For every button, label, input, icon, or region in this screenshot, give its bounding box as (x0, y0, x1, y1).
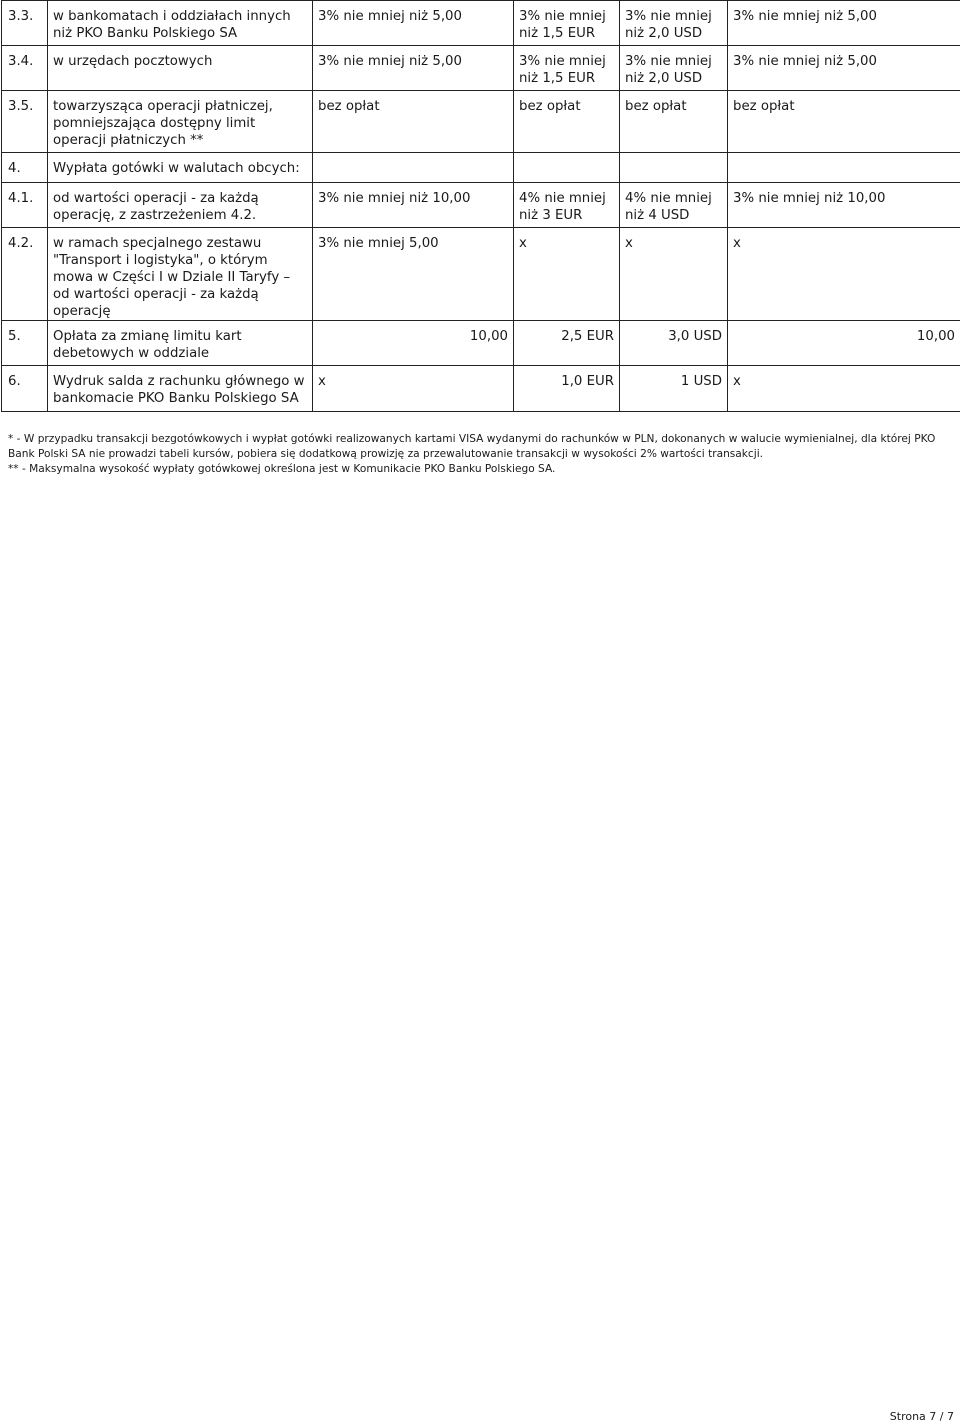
table-row (2, 228, 960, 321)
fee-usd: 1 USD (620, 366, 728, 412)
fee-usd: x (620, 228, 728, 321)
row-description: w bankomatach i oddziałach innych niż PKO Banku Polskiego SA (48, 1, 313, 46)
row-description: Wydruk salda z rachunku głównego w bankomacie PKO Banku Polskiego SA (48, 366, 313, 412)
fee-other: x (728, 228, 960, 321)
fee-other (728, 153, 960, 183)
fee-pln: 3% nie mniej 5,00 (313, 228, 514, 321)
row-description: towarzysząca operacji płatniczej, pomniejszająca dostępny limit operacji płatniczych ** (48, 91, 313, 153)
table-row (2, 153, 960, 183)
row-number: 6. (2, 366, 48, 412)
fee-eur: x (514, 228, 620, 321)
row-description: Opłata za zmianę limitu kart debetowych w oddziale (48, 321, 313, 366)
row-number: 4. (2, 153, 48, 183)
fee-eur: 4% nie mniej niż 3 EUR (514, 183, 620, 228)
table-row (2, 366, 960, 412)
fee-pln: 3% nie mniej niż 5,00 (313, 1, 514, 46)
row-number: 4.2. (2, 228, 48, 321)
fee-usd: 4% nie mniej niż 4 USD (620, 183, 728, 228)
row-number: 3.5. (2, 91, 48, 153)
fee-pln: 3% nie mniej niż 5,00 (313, 46, 514, 91)
fee-table (1, 0, 960, 412)
row-number: 4.1. (2, 183, 48, 228)
fee-eur: 1,0 EUR (514, 366, 620, 412)
fee-eur: 2,5 EUR (514, 321, 620, 366)
page-number: Strona 7 / 7 (889, 1410, 954, 1423)
fee-eur: 3% nie mniej niż 1,5 EUR (514, 46, 620, 91)
fee-usd: 3% nie mniej niż 2,0 USD (620, 46, 728, 91)
fee-other: 3% nie mniej niż 10,00 (728, 183, 960, 228)
footnotes (8, 432, 952, 477)
row-number: 3.4. (2, 46, 48, 91)
row-description: Wypłata gotówki w walutach obcych: (48, 153, 313, 183)
fee-other: 3% nie mniej niż 5,00 (728, 1, 960, 46)
fee-other: 10,00 (728, 321, 960, 366)
footnote-double-star: ** - Maksymalna wysokość wypłaty gotówkowej określona jest w Komunikacie PKO Banku Polskiego SA. (8, 463, 556, 475)
row-description: w ramach specjalnego zestawu "Transport i logistyka", o którym mowa w Części I w Dziale II Taryfy – od wartości operacji - za każdą operację (48, 228, 313, 321)
fee-other: x (728, 366, 960, 412)
fee-usd: 3,0 USD (620, 321, 728, 366)
fee-pln: 10,00 (313, 321, 514, 366)
fee-eur: bez opłat (514, 91, 620, 153)
footnote-star: * - W przypadku transakcji bezgotówkowych i wypłat gotówki realizowanych kartami VISA wydanymi do rachunków w PLN, dokonanych w walucie wymienialnej, dla której PKO Bank Polski SA nie prowadzi tabeli kursów, pobiera się dodatkową prowizję za przewalutowanie transakcji w wysokości 2% wartości transakcji. (8, 433, 936, 460)
row-number: 3.3. (2, 1, 48, 46)
row-description: od wartości operacji - za każdą operację, z zastrzeżeniem 4.2. (48, 183, 313, 228)
row-description: w urzędach pocztowych (48, 46, 313, 91)
fee-eur (514, 153, 620, 183)
fee-usd: bez opłat (620, 91, 728, 153)
fee-usd: 3% nie mniej niż 2,0 USD (620, 1, 728, 46)
table-row (2, 1, 960, 46)
fee-other: 3% nie mniej niż 5,00 (728, 46, 960, 91)
fee-usd (620, 153, 728, 183)
table-row (2, 321, 960, 366)
fee-pln: x (313, 366, 514, 412)
table-row (2, 46, 960, 91)
table-row (2, 91, 960, 153)
fee-other: bez opłat (728, 91, 960, 153)
fee-pln (313, 153, 514, 183)
row-number: 5. (2, 321, 48, 366)
fee-eur: 3% nie mniej niż 1,5 EUR (514, 1, 620, 46)
fee-pln: 3% nie mniej niż 10,00 (313, 183, 514, 228)
table-row (2, 183, 960, 228)
fee-pln: bez opłat (313, 91, 514, 153)
